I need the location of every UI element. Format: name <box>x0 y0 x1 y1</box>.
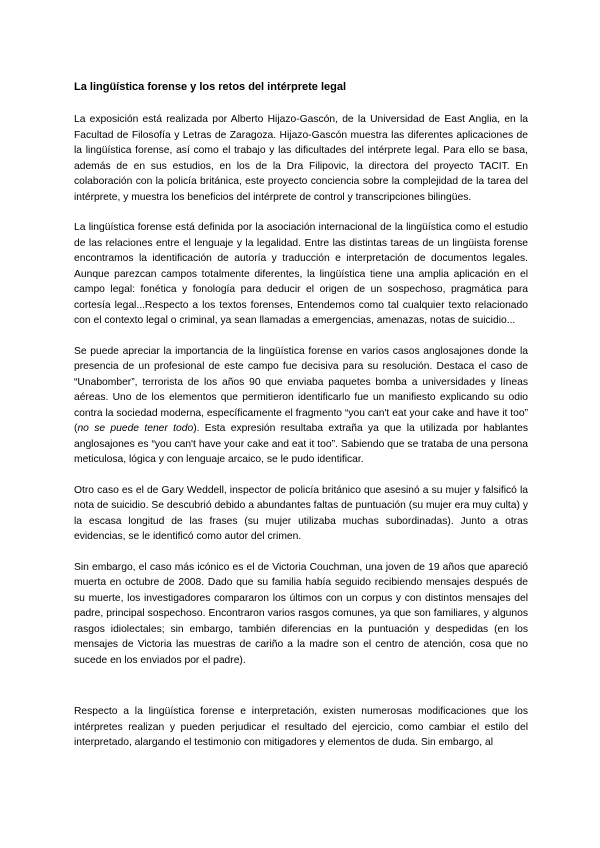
paragraph-unabomber <box>74 344 528 468</box>
document-page <box>74 80 528 766</box>
paragraph-gary-weddell: Otro caso es el de Gary Weddell, inspector de policía británico que asesinó a su mujer y falsificó la nota de suicidio. Se descubrió debido a abundantes faltas de puntuación (su mujer era muy culta) y la escasa longitud de las frases (su mujer utilizaba muchas subordinadas). Junto a otras evidencias, se le identificó como autor del crimen. <box>74 484 528 542</box>
paragraph-victoria-couchman: Sin embargo, el caso más icónico es el de Victoria Couchman, una joven de 19 años que apareció muerta en octubre de 2008. Dado que su familia había seguido recibiendo mensajes después de su muerte, los investigadores compararon los últimos con un corpus y con distintos mensajes del padre, principal sospechoso. Encontraron varios rasgos comunes, ya que son familiares, y algunos rasgos idiolectales; sin embargo, también diferencias en la puntuación y despedidas (en los mensajes de Victoria las muestras de cariño a la madre son el centro de atención, cosa que no sucede en los enviados por el padre). <box>74 561 528 666</box>
paragraph-unabomber-text-after: ). Esta expresión resultaba extraña ya que la utilizada por hablantes anglosajones es “you can't have your cake and eat it too”. Sabiendo que se trataba de una persona meticulosa, lógica y con lenguaje arcaico, se le pudo identificar. <box>74 423 528 465</box>
paragraph-interpretation: Respecto a la lingüística forense e interpretación, existen numerosas modificaciones que los intérpretes realizan y pueden perjudicar el resultado del ejercicio, como cambiar el estilo del interpretado, alargando el testimonio con mitigadores y elementos de duda. Sin embargo, al <box>74 706 528 748</box>
paragraph-unabomber-italic-translation: no se puede tener todo <box>77 423 194 434</box>
paragraph-definition: La lingüística forense está definida por la asociación internacional de la lingüística como el estudio de las relaciones entre el lenguaje y la legalidad. Entre las distintas tareas de un lingüista forense encontramos la identificación de autoría y traducción e interpretación de documentos legales. Aunque parezcan campos totalmente diferentes, la lingüística tiene una amplia aplicación en el campo legal: fonética y fonología para deducir el origen de un sospechoso, pragmática para cortesía legal...Respecto a los textos forenses, Entendemos como tal cualquier texto relacionado con el contexto legal o criminal, ya sean llamadas a emergencias, amenazas, notas de suicidio... <box>74 222 528 326</box>
paragraph-unabomber-text-before: Se puede apreciar la importancia de la lingüística forense en varios casos anglosajones donde la presencia de un profesional de este campo fue decisiva para su resolución. Destaca el caso de “Unabomber”, terrorista de los años 90 que enviaba paquetes bomba a universidades y líneas aéreas. Uno de los elementos que permitieron identificarlo fue un manifiesto explicando su odio contra la sociedad moderna, específicamente el fragmento “you can't eat your cake and have it too” ( <box>74 345 528 434</box>
document-title: La lingüística forense y los retos del intérprete legal <box>74 81 347 93</box>
paragraph-introduction: La exposición está realizada por Alberto Hijazo-Gascón, de la Universidad de East Anglia, en la Facultad de Filosofía y Letras de Zaragoza. Hijazo-Gascón muestra las diferentes aplicaciones de la lingüística forense, así como el trabajo y las dificultades del intérprete legal. Para ello se basa, además de en sus estudios, en los de la Dra Filipovic, la directora del proyecto TACIT. En colaboración con la policía británica, este proyecto conciencia sobre la complejidad de la tarea del intérprete, y muestra los beneficios del intérprete de control y transcripciones bilingües. <box>74 114 528 203</box>
